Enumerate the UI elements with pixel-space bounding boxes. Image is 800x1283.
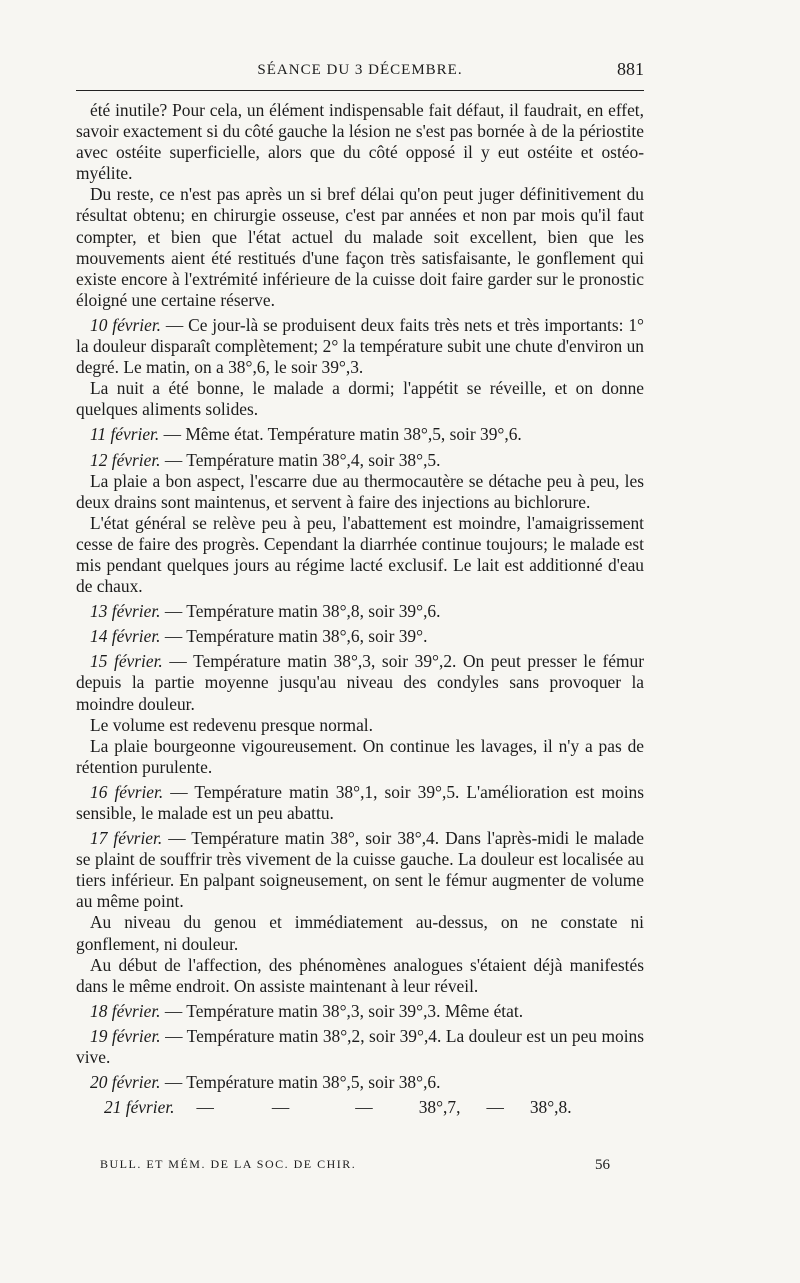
entry-date: 11 février. (90, 424, 160, 445)
entry-text: — Température matin 38°,3, soir 39°,2. On peut presser le fémur depuis la partie moyenne jusqu'au niveau des condyles sans provoquer la moindre douleur. (76, 651, 644, 714)
entry-text: Du reste, ce n'est pas après un si bref délai qu'on peut juger définitivement du résultat obtenu; en chirurgie osseuse, c'est par années et non par mois qu'il faut compter, et bien que l'état actuel du malade soit excellent, bien que les mouvements aient été restitués d'une façon très satisfaisante, le gonflement qui existe encore à l'extrémité inférieure de la cuisse doit faire garder sur le pronostic éloigné une certaine réserve. (76, 184, 644, 310)
paragraph (76, 100, 644, 184)
ditto-dash: — (355, 1097, 373, 1118)
entry-text: — Température matin 38°,8, soir 39°,6. (164, 601, 441, 622)
entry-date: 19 février. (90, 1025, 161, 1046)
entry-date: 18 février. (90, 1000, 161, 1021)
entry-text: — Température matin 38°,5, soir 38°,6. (164, 1072, 441, 1093)
paragraph (76, 715, 644, 736)
entry-date: 13 février. (90, 601, 161, 622)
paragraph (76, 912, 644, 954)
journal-name: BULL. ET MÉM. DE LA SOC. DE CHIR. (100, 1157, 357, 1171)
morning-temp: 38°,7, (418, 1097, 461, 1118)
entry-date: 16 février. (90, 781, 164, 802)
dated-entry (76, 782, 644, 824)
ditto-dash: — (486, 1097, 504, 1118)
ditto-dash: — (196, 1097, 214, 1118)
entry-text: — Même état. Température matin 38°,5, soir 39°,6. (163, 424, 522, 445)
dated-entry (76, 424, 644, 445)
evening-temp: 38°,8. (529, 1097, 572, 1118)
entry-text: Le volume est redevenu presque normal. (90, 714, 373, 735)
entry-text: — Température matin 38°,6, soir 39°. (164, 626, 428, 647)
entry-date: 10 février. (90, 314, 162, 335)
dated-entry (76, 1026, 644, 1068)
entry-text: Au niveau du genou et immédiatement au-dessus, on ne constate ni gonflement, ni douleur. (76, 912, 644, 954)
entry-text: été inutile? Pour cela, un élément indispensable fait défaut, il faudrait, en effet, savoir exactement si du côté gauche la lésion ne s'est pas bornée à de la périostite avec ostéite superficielle, alors que du côté opposé il y eut ostéite et ostéo-myélite. (76, 100, 644, 184)
paragraph (76, 513, 644, 597)
entry-date: 21 février. (104, 1097, 175, 1118)
entry-text: L'état général se relève peu à peu, l'abattement est moindre, l'amaigrissement cesse de faire des progrès. Cependant la diarrhée continue toujours; le malade est mis pendant quelques jours au régime lacté exclusif. Le lait est additionné d'eau de chaux. (76, 512, 644, 597)
running-header (76, 58, 644, 86)
ditto-dash: — (271, 1097, 290, 1118)
running-title: SÉANCE DU 3 DÉCEMBRE. (257, 62, 463, 78)
page-number: 881 (617, 59, 644, 79)
entry-date: 14 février. (90, 626, 161, 647)
entry-date: 17 février. (90, 828, 163, 849)
entry-text: — Température matin 38°,2, soir 39°,4. La douleur est un peu moins vive. (76, 1025, 644, 1068)
dated-entry (76, 601, 644, 622)
signature-mark: 56 (595, 1157, 610, 1173)
page-body (76, 100, 644, 1118)
header-rule (76, 90, 644, 91)
paragraph (76, 378, 644, 420)
paragraph (76, 955, 644, 997)
dated-entry (76, 315, 644, 378)
dated-entry (76, 626, 644, 647)
paragraph (76, 471, 644, 513)
page-footer (100, 1157, 610, 1177)
entry-text: — Température matin 38°,4, soir 38°,5. (164, 449, 441, 470)
entry-date: 15 février. (90, 651, 163, 672)
entry-text: Au début de l'affection, des phénomènes analogues s'étaient déjà manifestés dans le même endroit. On assiste maintenant à leur réveil. (76, 954, 644, 996)
entry-text: — Température matin 38°,1, soir 39°,5. L'amélioration est moins sensible, le malade est un peu abattu. (76, 781, 644, 823)
dated-entry (76, 1072, 644, 1093)
dated-entry (76, 651, 644, 714)
entry-text: — Ce jour-là se produisent deux faits très nets et très importants: 1° la douleur disparaît complètement; 2° la température subit une chute d'environ un degré. Le matin, on a 38°,6, le soir 39°,3. (76, 314, 644, 378)
entry-text: La nuit a été bonne, le malade a dormi; l'appétit se réveille, et on donne quelques aliments solides. (76, 378, 644, 420)
dated-entry (76, 1097, 644, 1118)
entry-text: — Température matin 38°, soir 38°,4. Dans l'après-midi le malade se plaint de souffrir très vivement de la cuisse gauche. La douleur est localisée au tiers inférieur. En palpant soigneusement, on sent le fémur augmenter de volume au même point. (76, 828, 644, 912)
dated-entry (76, 450, 644, 471)
entry-text: La plaie a bon aspect, l'escarre due au thermocautère se détache peu à peu, les deux drains sont maintenus, et servent à faire des injections au bichlorure. (76, 470, 644, 512)
dated-entry (76, 1001, 644, 1022)
dated-entry (76, 828, 644, 912)
paragraph (76, 184, 644, 311)
paragraph (76, 736, 644, 778)
entry-text: — Température matin 38°,3, soir 39°,3. Même état. (164, 1000, 524, 1021)
entry-text: La plaie bourgeonne vigoureusement. On continue les lavages, il n'y a pas de rétention purulente. (76, 735, 644, 777)
entry-date: 20 février. (90, 1072, 161, 1093)
entry-date: 12 février. (90, 449, 161, 470)
